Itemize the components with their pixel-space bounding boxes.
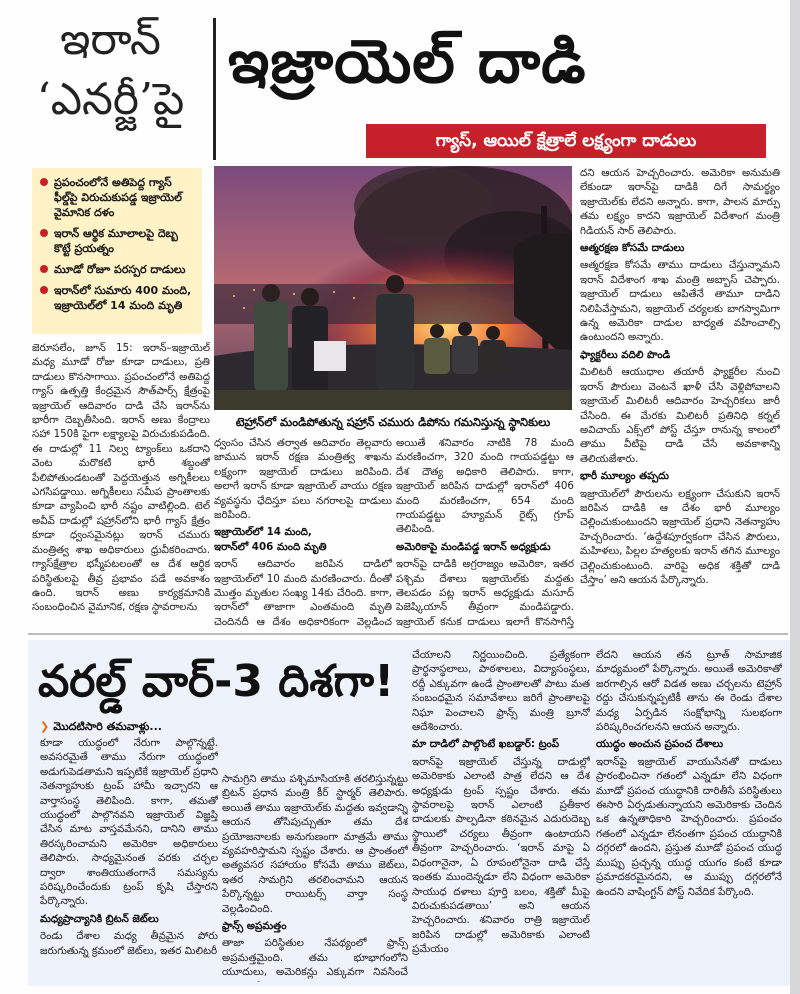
bullet-icon bbox=[40, 265, 48, 273]
highlight-item: మూడో రోజూ పరస్పర దాడులు bbox=[40, 262, 196, 277]
page-edge bbox=[790, 0, 800, 994]
article-paragraph: ఇజ్రాయెల్‌లో పౌరులను లక్ష్యంగా చేసుకుని ఇరాన్ జరిపిన దాడికి ఆ దేశం భారీ మూల్యం చెల్లించుకుంటుందని ఇజ్రాయెల్ ప్రధాని నెతన్యాహు హెచ్చరించారు. ‘ఉద్దేశపూర్వకంగా చేసిన పౌరులు, మహిళలు, పిల్లల హత్యలకు ఇరాన్ తగిన మూల్యం చెల్లించుకుంటుంది. వారిపై అధిక శక్తితో దాడి చేస్తాం’ అని ఆయన పేర్కొన్నారు. bbox=[580, 487, 780, 586]
subheadline-band: గ్యాస్, ఆయిల్ క్షేత్రాలే లక్ష్యంగా దాడులు bbox=[366, 124, 766, 158]
highlight-item: ఇరాన్ ఆర్థిక మూలాలపై దెబ్బ కొట్టే ప్రయత్నం bbox=[40, 226, 196, 256]
article-paragraph: ఇరాన్‌పై ఇజ్రాయెల్ వాయుసేనతో దాడులు ప్రారంభించినా గతంలో ఎన్నడూ లేని విధంగా మూడో ప్రపంచ యుద్ధానికి దారితీసే పరిస్థితులు ఈసారి ఏర్పడుతున్నాయని అమెరికాకు చెందిన ఒక ఉన్నతాధికారి హెచ్చరించారు. ప్రపంచం గతంలో ఎన్నడూ లేనంతగా ప్రపంచ యుద్ధానికి దగ్గరలో ఉందని, ప్రస్తుత మూడో ప్రపంచ యుద్ధ ముప్పు ప్రచ్ఛన్న యుద్ధ యుగం కంటే కూడా ప్రమాదకరమైనదని, ఆ ముప్పు దగ్గరలోనే ఉందని వాషింగ్టన్ పోస్ట్ నివేదిక పేర్కొంది. bbox=[596, 755, 782, 898]
article-column-3 bbox=[396, 436, 574, 630]
article-subheading: యుద్ధం అంచున ప్రపంచ దేశాలు bbox=[596, 738, 724, 751]
section-divider bbox=[28, 633, 788, 635]
article-paragraph: ధ్వంసం చేసిన తర్వాత ఆదివారం తెల్లవారు జామున ఇరాన్ రక్షణ మంత్రిత్వ శాఖను లక్ష్యంగా ఇజ్రాయెల్ దాడులు జరిపింది. అలాగే ఇరాన్ కూడా ఇజ్రాయెల్ వాయు రక్షణ వ్యవస్థను ఛేదిస్తూ పలు నగరాలపై దాడులు జరిపింది. bbox=[214, 437, 392, 522]
news-photo bbox=[214, 166, 572, 410]
lower-column-1 bbox=[40, 736, 218, 982]
article-paragraph: మిలిటరీ ఆయుధాల తయారీ ఫ్యాక్టరీల నుంచి ఇరాన్ పౌరులు వెంటనే ఖాళీ చేసి వెళ్లిపోవాలని ఇజ్రాయెల్ మిలిటరీ ఆదివారం హెచ్చరికలు జారీ చేసింది. ఈ మేరకు మిలిటరీ ప్రతినిధి కర్నల్ అవిచాయ్ ఎక్స్‌లో పోస్ట్ చేస్తూ రానున్న కాలంలో తాము వీటిపై దాడి చేసే అవకాశాన్ని తెలియజేశారు. bbox=[580, 366, 780, 465]
article-column-2 bbox=[214, 436, 392, 630]
kicker-line-1: ఇరాన్ bbox=[60, 14, 161, 65]
main-headline: ఇజ్రాయెల్ దాడి bbox=[228, 27, 587, 97]
chevron-right-icon: ❯ bbox=[40, 720, 50, 733]
bullet-icon bbox=[40, 229, 48, 237]
highlights-box bbox=[32, 168, 202, 334]
article-subheading: మా దాడిలో పాల్గొంటే ఖబడ్దార్: ట్రంప్ bbox=[412, 738, 560, 751]
headline-kicker bbox=[18, 10, 203, 160]
article-subheading: ఇజ్రాయెల్‌లో 14 మంది, ఇరాన్‌లో 406 మంది మృతి bbox=[214, 526, 327, 553]
kicker-divider bbox=[213, 18, 216, 160]
article-column-4 bbox=[580, 166, 780, 630]
article-paragraph: సామగ్రిని తాము పశ్చిమాసియాకి తరలిస్తున్నట్టు బ్రిటన్ ప్రధాన మంత్రి కీర్ స్టార్మర్ తెలిపారు. అయితే తాము ఇజ్రాయెల్‌కు మద్దతు ఇవ్వడాన్ని ఆయన తోసిపుచ్చుతూ తమ దేశ ప్రయోజనాలకు అనుగుణంగా మాత్రమే తాము వ్యవహరిస్తామని స్పష్టం చేశారు. ఆ ప్రాంతంలో అత్యవసర సహాయం కోసమే తాము జెట్‌లు, ఇతర సామగ్రిని తరలించామని ఆయన పేర్కొన్నట్టు రాయిటర్స్ వార్తా సంస్థ వెల్లడించింది. bbox=[222, 773, 408, 915]
highlight-item: ప్రపంచంలోనే అతిపెద్ద గ్యాస్ ఫీల్డ్‌పై విరుచుకుపడ్డ ఇజ్రాయెల్ వైమానిక దళం bbox=[40, 175, 196, 220]
lower-column-3 bbox=[412, 648, 590, 982]
lower-column-2 bbox=[222, 772, 408, 982]
article-subheading: మధ్యప్రాచ్యానికి బ్రిటన్ జెట్‌లు bbox=[40, 912, 159, 925]
article-paragraph: ఇరాన్ ఆదివారం జరిపిన దాడిలో ఇజ్రాయెల్‌లో 10 మంది మరణించారు. దీంతో మొత్తం మృతుల సంఖ్య 14కు చేరింది. కాగా, ఇరాన్‌లో తాజాగా ఎంతమంది మృతి చెందినదీ ఆ దేశం అధికారికంగా వెల్లడించ bbox=[214, 558, 392, 628]
article-subheading: ఫ్యాక్టరీలు వదిలి పొండి bbox=[580, 348, 671, 361]
article-paragraph: అయితే శనివారం నాటికి 78 మంది మరణించగా, 320 మంది గాయపడ్డట్టు ఆ దేశ దౌత్య అధికారి తెలిపారు. కాగా, ఇజ్రాయెల్ జరిపిన దాడుల్లో ఇరాన్‌లో 406 మంది మరణించగా, 654 మంది గాయపడ్డట్టు హ్యూమన్ రైట్స్ గ్రూప్ తెలిపింది. bbox=[396, 437, 574, 536]
lower-headline: వరల్డ్ వార్-3 దిశగా! bbox=[38, 656, 395, 707]
article-column-1 bbox=[32, 341, 210, 629]
article-paragraph: రెండు దేశాల మధ్య తీవ్రమైన పోరు జరుగుతున్న క్రమంలో జెట్‌లు, ఇతర మిలిటరీ bbox=[40, 930, 218, 957]
article-paragraph: జెరూసలేం, జూన్ 15: ఇరాన్–ఇజ్రాయెల్ మధ్య మూడో రోజు కూడా దాడులు, ప్రతి దాడులు కొనసాగాయి. ప్రపంచంలోనే అతిపెద్ద గ్యాస్ ఉత్పత్తి కేంద్రమైన సౌత్‌పార్స్ క్షేత్రంపై ఇజ్రాయెల్ ఆదివారం దాడి చేసి ఇరాన్‌ను భారీగా దెబ్బతీసింది. ఇరాన్ అణు కేంద్రాలు సహా 150కి పైగా లక్ష్యాలపై విరుచుకుపడింది. ఈ దాడుల్లో 11 నిల్వ ట్యాంక్‌లు ఒకదాని వెంట మరొకటి భారీ శబ్దంతో పేలిపోతుండటంతో పెద్దయెత్తున అగ్నికీలలు ఎగసిపడ్డాయి. అగ్నికీలలు సమీప ప్రాంతాలకు కూడా వ్యాపించి భారీ నష్టం వాటిల్లింది. టెల్ అవీవ్ దాడుల్లో షహ్రాన్‌లోని భారీ గ్యాస్ క్షేత్రం కూడా ధ్వంసమైనట్లు ఇరాన్ చమురు మంత్రిత్వ శాఖ అధికారులు ధ్రువీకరించారు. గ్యాస్‌క్షేత్రాల భస్మీపటలంతో ఆ దేశ ఆర్థిక పరిస్థితులపై తీవ్ర ప్రభావం పడే అవకాశం ఉంది. ఇరాన్ అణు కార్యక్రమానికి సంబంధించిన వైమానిక, రక్షణ స్థావరాలను bbox=[32, 342, 210, 614]
article-subheading: ఆత్మరక్షణ కోసమే దాడులు bbox=[580, 242, 685, 255]
photo-caption: టెహ్రాన్‌లో మండిపోతున్న షహ్రాన్ చమురు డిపోను గమనిస్తున్న స్థానికులు bbox=[235, 415, 551, 429]
bullet-icon bbox=[40, 286, 48, 294]
lower-column-4 bbox=[596, 648, 782, 982]
article-subheading: అమెరికాపై మండిపడ్డ ఇరాన్ అధ్యక్షుడు bbox=[396, 540, 551, 553]
article-paragraph: దని ఆయన హెచ్చరించారు. అమెరికా అనుమతి లేకుండా ఇరాన్‌పై దాడికి దిగే సామర్థ్యం ఇజ్రాయెల్‌కు లేదని అన్నారు. కాగా, పాలన మార్పు తమ లక్ష్యం కాదని ఇజ్రాయెల్ విదేశాంగ మంత్రి గిడియన్ సార్ తెలిపారు. bbox=[580, 167, 780, 237]
article-paragraph: కూడా యుద్ధంలో నేరుగా పాల్గొన్నట్టే. అవసరమైతే తాము నేరుగా యుద్ధంలో అడుగుపెడతామని ఇప్పటికే ఇజ్రాయెల్ ప్రధాని నెతన్యాహుకు ట్రంప్ హామీ ఇచ్చారని ఆ వార్తాసంస్థ తెలిపింది. కాగా, తమతో యుద్ధంలో పాల్గొనవని ఇజ్రాయెల్ విజ్ఞప్తి చేసిన మాట వాస్తవమేనని, దానిని తాము తిరస్కరించామని అమెరికా అధికారులు తెలిపారు. సాధ్యమైనంత వరకు చర్చల ద్వారా శాంతియుతంగానే సమస్యను పరిష్కరించేందుకు ట్రంప్ కృషి చేస్తారని పేర్కొన్నారు. bbox=[40, 737, 218, 908]
article-paragraph: లేదని ఆయన తన ట్రూత్ సామాజిక మాధ్యమంలో పేర్కొన్నారు. అయితే అమెరికాతో జరగాల్సిన ఆరో విడత అణు చర్చలను టెహ్రాన్ రద్దు చేసుకున్నప్పటికీ తాను ఈ రెండు దేశాల మధ్య ఏర్పడిన సంక్షోభాన్ని సులభంగా పరిష్కరించగలనని ఆయన అన్నారు. bbox=[596, 649, 782, 734]
fire-scene-image bbox=[214, 166, 572, 410]
lower-kicker: ❯ మొదటిసారి తమవాళ్లు... bbox=[40, 720, 162, 733]
kicker-line-2: ‘ఎనర్జీ’పై bbox=[36, 74, 185, 125]
highlight-item: ఇరాన్‌లో సుమారు 400 మంది, ఇజ్రాయెల్‌లో 14 మంది మృతి bbox=[40, 283, 196, 313]
article-paragraph: ఆత్మరక్షణ కోసమే తాము దాడులు చేస్తున్నామని ఇరాన్ విదేశాంగ శాఖ మంత్రి అబ్బాస్ చెప్పారు. ఇజ్రాయెల్ దాడులు ఆపితేనే తామూ దాడిని నిలిపివేస్తామని, ఇజ్రాయెల్ చర్యలకు బాగస్వామిగా ఉన్న అమెరికా దాడుల బాధ్యత వహించాల్సి ఉంటుందని అన్నారు. bbox=[580, 259, 780, 344]
bullet-icon bbox=[40, 178, 48, 186]
article-paragraph: ఇరాన్‌పై దాడికి అగ్రరాజ్యం అమెరికా, ఇతర పశ్చిమ దేశాలు ఇజ్రాయెల్‌కు మద్దతు తెలపడం పట్ల ఇరాన్ అధ్యక్షుడు మసూద్ పెజెష్కియాన్ తీవ్రంగా మండిపడ్డారు. ఇజ్రాయెల్ కనుక దాడులు ఇలాగే కొనసాగిస్తే bbox=[396, 558, 574, 628]
article-paragraph: ఇరాన్‌పై ఇజ్రాయెల్ చేస్తున్న దాడుల్లో అమెరికాకు ఎలాంటి పాత్ర లేదని ఆ దేశ అధ్యక్షుడు ట్రంప్ స్పష్టం చేశారు. తమ స్థావరాలపై ఇరాన్ ఎలాంటి ప్రతీకార దాడులకు పాల్పడినా కఠినమైన ఎదురుదెబ్బ స్థాయిలో చర్యలు తీవ్రంగా ఉంటాయని తీవ్రంగా హెచ్చరించారు. ‘ఇరాన్ మాపై ఏ విధంగానైనా, ఏ రూపంలోనైనా దాడి చేస్తే ఇంతకు ముందెన్నడూ లేని విధంగా అమెరికా సాయుధ దళాలు పూర్తి బలం, శక్తితో మీపై విరుచుకుపడతాయి’ అని ఆయన హెచ్చరించారు. శనివారం రాత్రి ఇజ్రాయెల్ జరిపిన దాడుల్లో అమెరికాకు ఎలాంటి ప్రమేయం bbox=[412, 755, 590, 956]
article-paragraph: చేయాలని నిర్ణయించింది. ప్రత్యేకంగా ప్రార్థనాస్థలాలు, పాఠశాలలు, విద్యాసంస్థలు, రద్దీ ఎక్కువగా ఉండే ప్రాంతాలతో పాటు మత సంబంధమైన సమావేశాలు జరిగే ప్రాంతాలపై నిఘా పెంచాలని ఫ్రాన్స్ మంత్రి బ్రూనో ఆదేశించారు. bbox=[412, 649, 590, 734]
article-subheading: ఫ్రాన్స్ అప్రమత్తం bbox=[222, 920, 287, 933]
article-paragraph: తాజా పరిస్థితుల నేపథ్యంలో ఫ్రాన్స్ అప్రమత్తమైంది. తమ భూభాగంలోని యూదులు, అమెరికన్లు ఎక్కువగా నివసించే bbox=[222, 937, 408, 979]
article-subheading: భారీ మూల్యం తప్పదు bbox=[580, 470, 669, 483]
